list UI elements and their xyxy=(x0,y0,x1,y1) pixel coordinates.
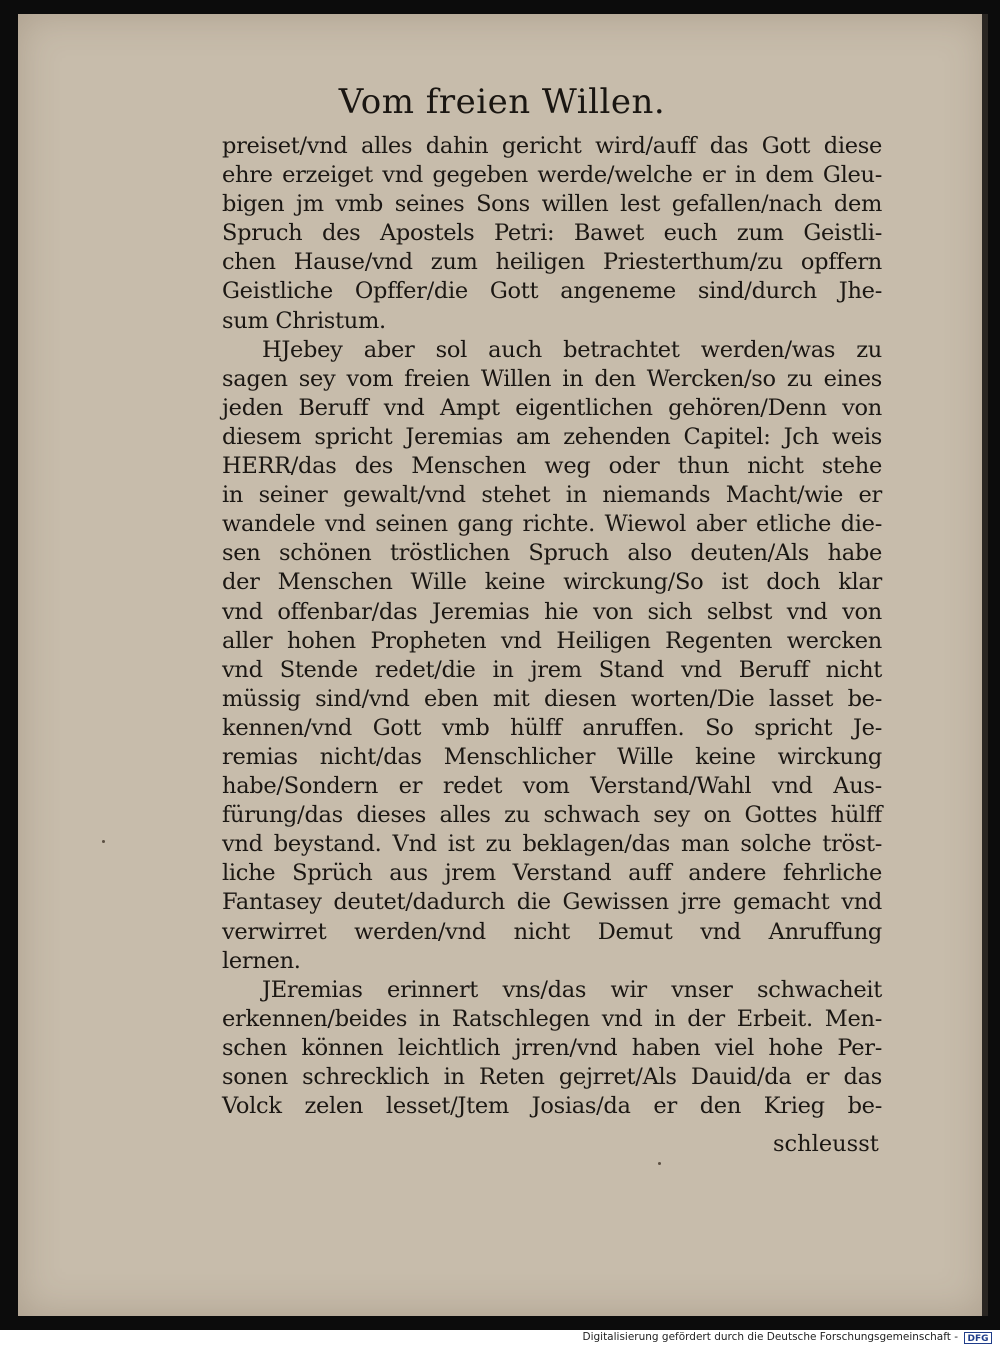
text-line: preiset/vnd alles dahin gericht wird/auff das Gott diese xyxy=(222,133,882,159)
text-line: schen können leichtlich jrren/vnd haben viel hohe Per- xyxy=(222,1034,882,1061)
catchword: schleusst xyxy=(773,1131,879,1157)
text-line: sagen sey vom freien Willen in den Wercken/so zu eines xyxy=(222,365,882,392)
text-line: kennen/vnd Gott vmb hülff anruffen. So spricht Je- xyxy=(222,714,882,741)
funding-credit: Digitalisierung gefördert durch die Deutsche Forschungsgemeinschaft - xyxy=(582,1331,958,1343)
text-line: sum Christum. xyxy=(222,307,386,334)
text-line: müssig sind/vnd eben mit diesen worten/Die lasset be- xyxy=(222,685,882,712)
text-line: jeden Beruff vnd Ampt eigentlichen gehören/Denn von xyxy=(222,394,882,421)
running-head: Vom freien Willen. xyxy=(338,82,666,122)
text-line: verwirret werden/vnd nicht Demut vnd Anruffung xyxy=(222,918,882,945)
text-line: vnd offenbar/das Jeremias hie von sich selbst vnd von xyxy=(222,598,882,625)
text-line: lernen. xyxy=(222,947,301,974)
footer-bar xyxy=(0,1330,1000,1347)
text-line: chen Hause/vnd zum heiligen Priesterthum/zu opffern xyxy=(222,249,882,276)
text-line: fürung/das dieses alles zu schwach sey on Gottes hülff xyxy=(222,802,882,829)
body-text xyxy=(222,132,882,1121)
text-line: liche Sprüch aus jrem Verstand auff andere fehrliche xyxy=(222,860,882,887)
page-edge xyxy=(982,14,988,1316)
text-line: ehre erzeiget vnd gegeben werde/welche er in dem Gleu- xyxy=(222,162,882,189)
text-line: vnd Stende redet/die in jrem Stand vnd Beruff nicht xyxy=(222,656,882,683)
paragraph-start-line: HJebey aber sol auch betrachtet werden/was zu xyxy=(262,336,882,363)
text-line: HERR/das des Menschen weg oder thun nicht stehe xyxy=(222,453,882,480)
paper-speck xyxy=(658,1162,661,1165)
text-line: in seiner gewalt/vnd stehet in niemands Macht/wie er xyxy=(222,482,882,509)
text-line: Spruch des Apostels Petri: Bawet euch zum Geistli- xyxy=(222,220,882,247)
text-line: remias nicht/das Menschlicher Wille keine wirckung xyxy=(222,743,882,770)
text-line: Geistliche Opffer/die Gott angeneme sind/durch Jhe- xyxy=(222,278,882,305)
text-line: bigen jm vmb seines Sons willen lest gefallen/nach dem xyxy=(222,191,882,218)
text-line: aller hohen Propheten vnd Heiligen Regenten wercken xyxy=(222,627,882,654)
text-line: diesem spricht Jeremias am zehenden Capitel: Jch weis xyxy=(222,423,882,450)
dfg-logo-icon: DFG xyxy=(964,1332,992,1344)
text-line: habe/Sondern er redet vom Verstand/Wahl vnd Aus- xyxy=(222,773,882,800)
text-line: sonen schrecklich in Reten gejrret/Als Dauid/da er das xyxy=(222,1064,882,1090)
text-line: Volck zelen lesset/Jtem Josias/da er den Krieg be- xyxy=(222,1093,882,1120)
text-line: Fantasey deutet/dadurch die Gewissen jrre gemacht vnd xyxy=(222,889,882,916)
paragraph-start-line: JEremias erinnert vns/das wir vnser schwacheit xyxy=(262,976,882,1003)
text-line: erkennen/beides in Ratschlegen vnd in der Erbeit. Men- xyxy=(222,1005,882,1032)
text-line: der Menschen Wille keine wirckung/So ist doch klar xyxy=(222,569,882,596)
text-line: vnd beystand. Vnd ist zu beklagen/das man solche tröst- xyxy=(222,831,882,858)
book-page xyxy=(18,14,986,1316)
paper-speck xyxy=(102,840,105,843)
text-line: sen schönen tröstlichen Spruch also deuten/Als habe xyxy=(222,540,882,567)
text-line: wandele vnd seinen gang richte. Wiewol aber etliche die- xyxy=(222,511,882,538)
